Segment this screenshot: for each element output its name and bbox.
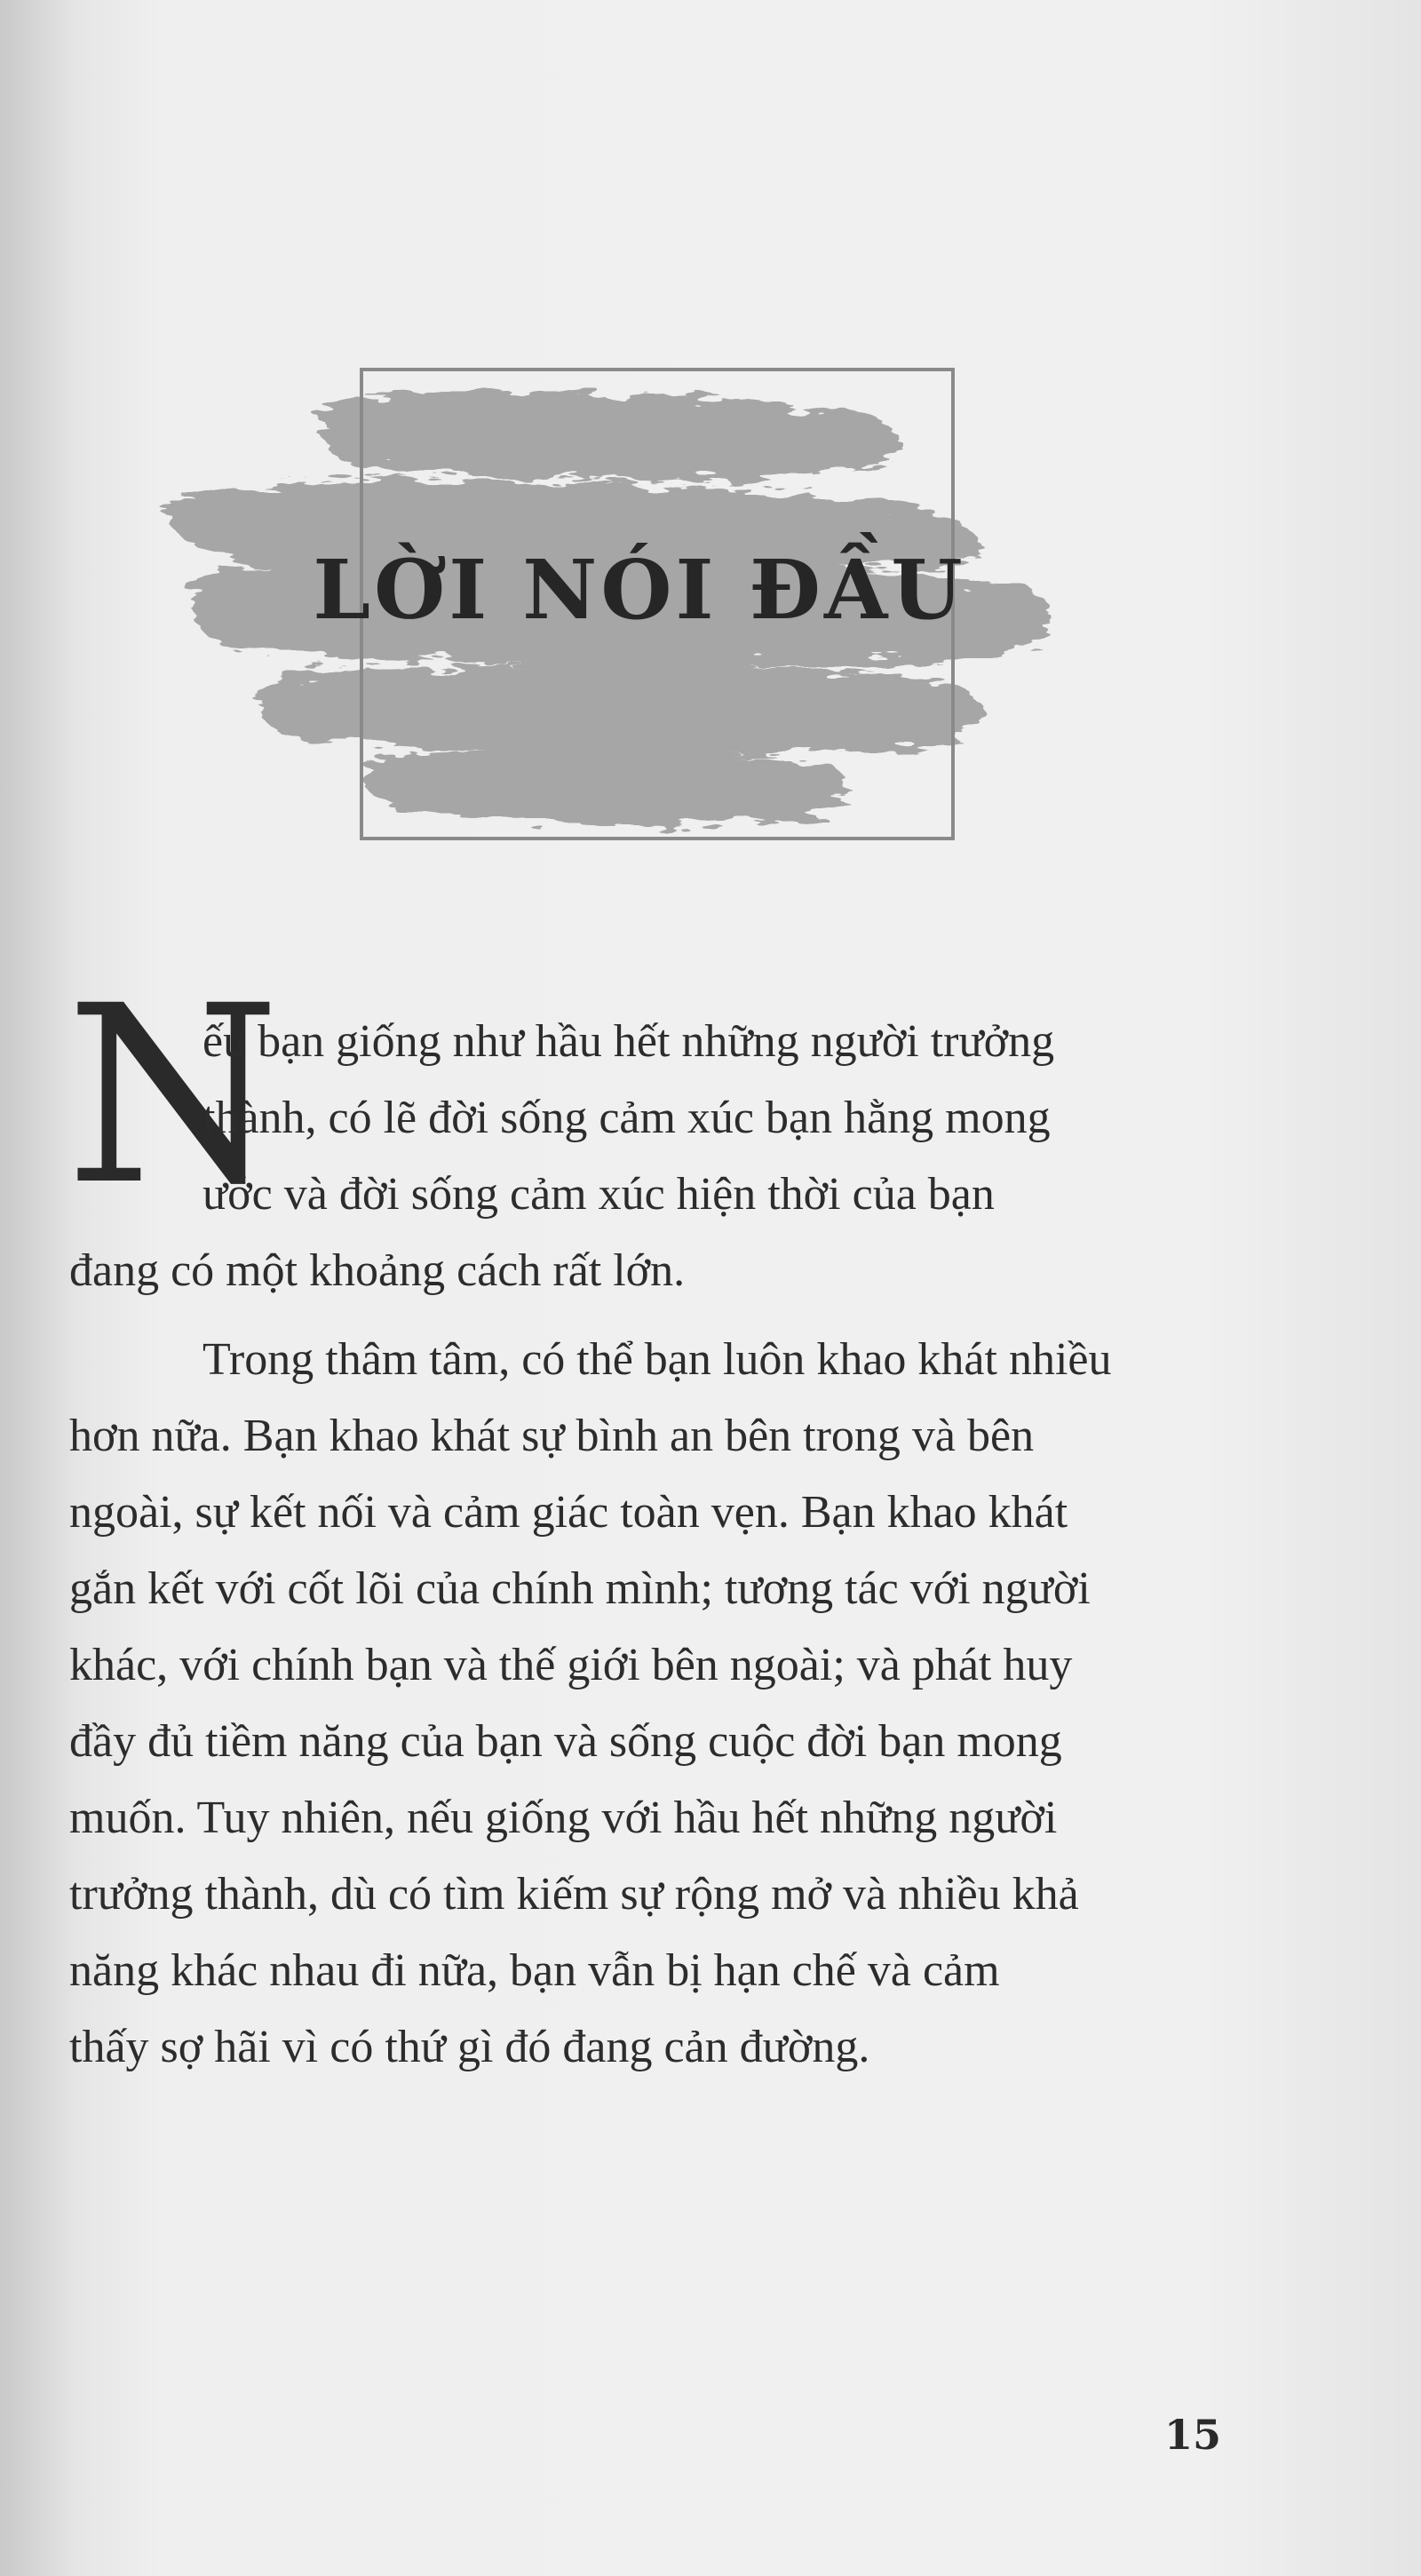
text-line: đầy đủ tiềm năng của bạn và sống cuộc đời bạn mong [69, 1716, 1062, 1767]
text-line: thấy sợ hãi vì có thứ gì đó đang cản đường. [69, 2022, 870, 2072]
text-line: Trong thâm tâm, có thể bạn luôn khao khát nhiều [202, 1334, 1112, 1385]
text-line: thành, có lẽ đời sống cảm xúc bạn hằng mong [202, 1093, 1051, 1143]
text-line: năng khác nhau đi nữa, bạn vẫn bị hạn chế và cảm [69, 1945, 1000, 1996]
text-line: ếu bạn giống như hầu hết những người trưởng [202, 1016, 1055, 1067]
text-line: hơn nữa. Bạn khao khát sự bình an bên trong và bên [69, 1411, 1035, 1461]
text-line: ngoài, sự kết nối và cảm giác toàn vẹn. Bạn khao khát [69, 1487, 1068, 1538]
text-line: khác, với chính bạn và thế giới bên ngoài; và phát huy [69, 1640, 1073, 1690]
text-line: muốn. Tuy nhiên, nếu giống với hầu hết những người [69, 1793, 1058, 1843]
body-text [69, 1004, 1217, 2086]
page-number: 15 [1163, 2411, 1221, 2459]
paragraph-2 [69, 1322, 1217, 2086]
paragraph-1 [69, 1004, 1217, 1233]
drop-cap: N [66, 954, 281, 1239]
text-line: gắn kết với cốt lõi của chính mình; tương tác với người [69, 1563, 1091, 1614]
chapter-title: LỜI NÓI ĐẦU [313, 542, 966, 638]
text-line: trưởng thành, dù có tìm kiếm sự rộng mở và nhiều khả [69, 1869, 1079, 1920]
text-line: ước và đời sống cảm xúc hiện thời của bạn [202, 1169, 995, 1220]
text-line: đang có một khoảng cách rất lớn. [69, 1245, 686, 1296]
